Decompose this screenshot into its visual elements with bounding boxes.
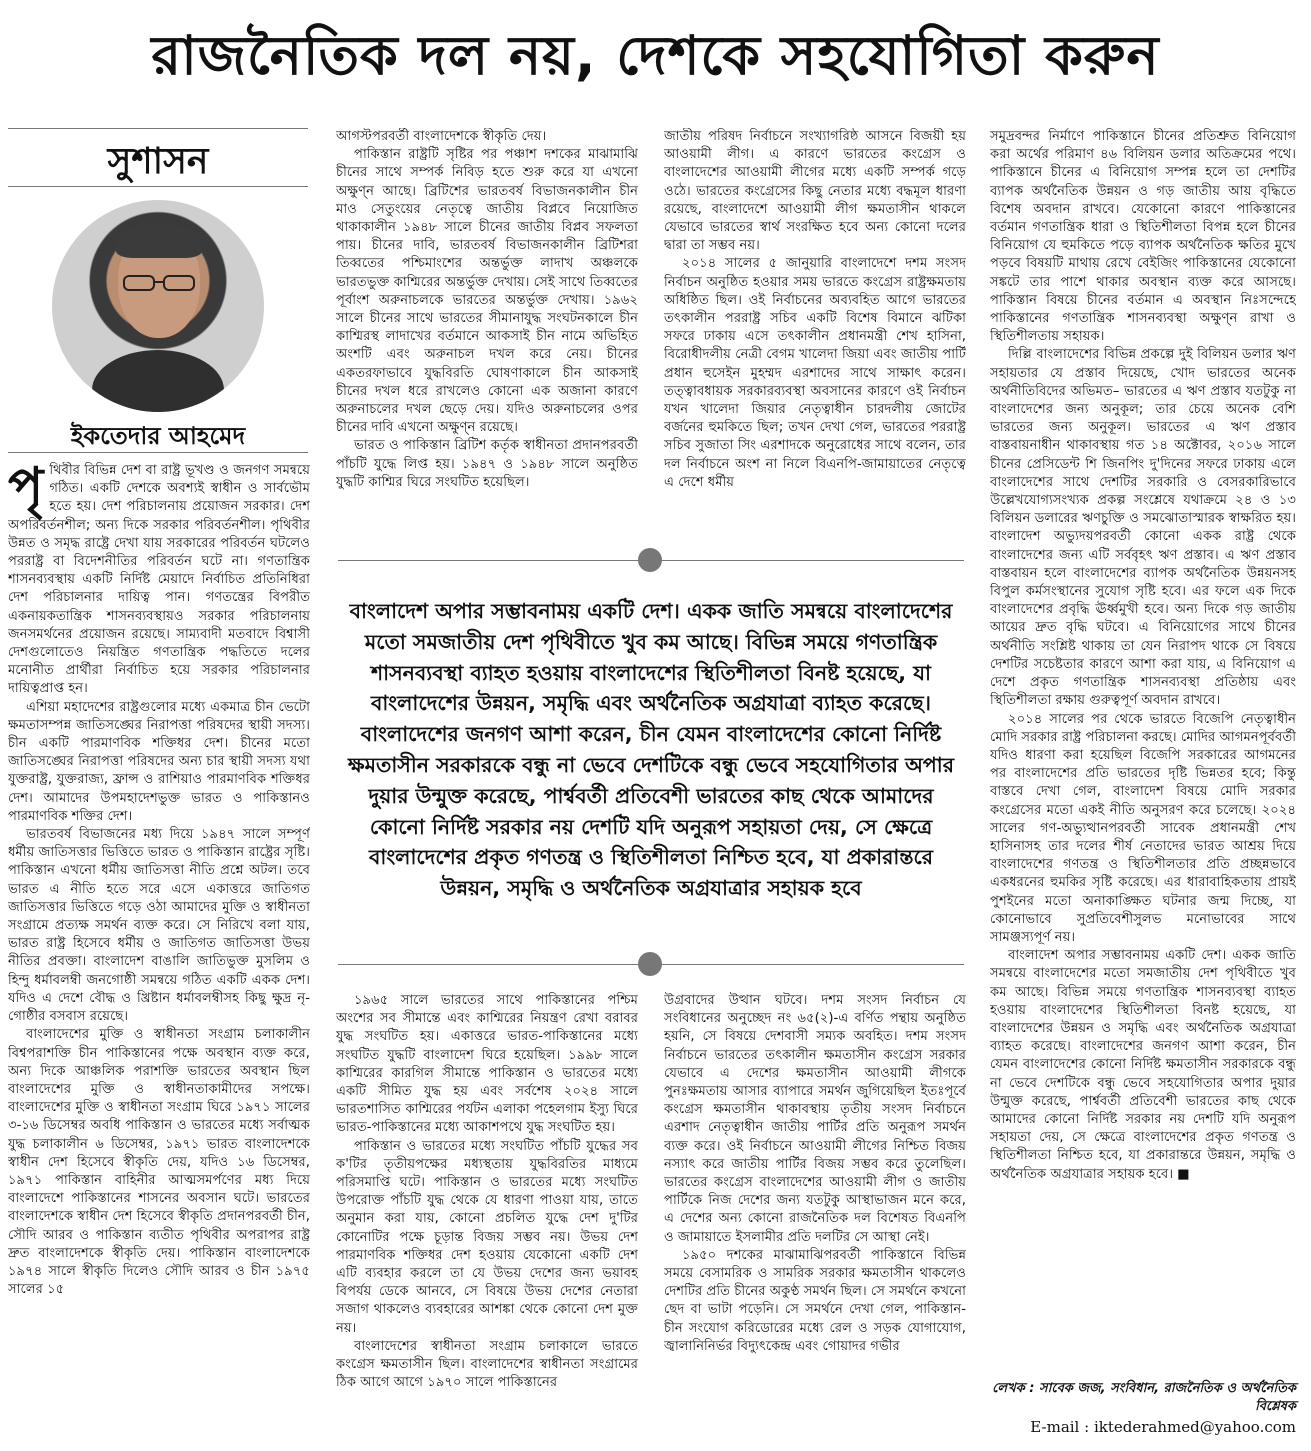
column-3-top	[664, 128, 966, 532]
col2-top-paragraph-2: পাকিস্তান রাষ্ট্রটি সৃষ্টির পর পঞ্চাশ দশকের মাঝামাঝি চীনের সাথে সম্পর্ক নিবিড় হতে শুরু করে যা এখনো অক্ষুণ্ন আছে। ব্রিটিশের ভারতবর্ষ বিভাজনকালীন চীন মাও সেতুংয়ের নেতৃত্বে জাতীয় বিপ্লবে নিয়োজিত থাকাকালীন ১৯৪৮ সালে চীনের জাতীয় বিপ্লব সফলতা পায়। চীনের দাবি, ভারতবর্ষ বিভাজনকালীন ব্রিটিশরা তিব্বতের পশ্চিমাংশের অন্তর্ভুক্ত লাদাখ অঞ্চলকে ভারতভুক্ত কাশ্মিরের অন্তর্ভুক্ত দেখায়। সেই সাথে তিব্বতের পূর্বাংশ অরুনাচলকে ভারতের অন্তর্ভুক্ত দেখায়। ১৯৬২ সালে চীনের সাথে ভারতের সীমানাযুদ্ধ সংঘটনকালে চীন কাশ্মিরস্থ লাদাখের বর্তমানে আকসাই চীন নামে অভিহিত অংশটি এবং অরুনাচল দখল করে নেয়। চীনের একতরফাভাবে যুদ্ধবিরতি ঘোষণাকালে চীন আকসাই চীনের দখল ধরে রাখলেও কোনো এক অজানা কারণে অরুনাচলের দখল ছেড়ে দেয়। যদিও অরুনাচলের ওপর চীনের দাবি এখনো অক্ষুণ্ন রয়েছে।	[336, 147, 638, 436]
column-3-bottom	[664, 992, 966, 1444]
col2-bottom-paragraph-3: বাংলাদেশের স্বাধীনতা সংগ্রাম চলাকালে ভারতে কংগ্রেস ক্ষমতাসীন ছিল। বাংলাদেশের স্বাধীনতা সংগ্রামের ঠিক আগে আগে ১৯৭০ সালে পাকিস্তানের	[336, 1338, 638, 1391]
pullquote-dot-top	[638, 548, 662, 572]
col1-paragraph-1: পৃথিবীর বিভিন্ন দেশ বা রাষ্ট্র ভূখণ্ড ও জনগণ সমন্বয়ে গঠিত। একটি দেশকে অবশ্যই স্বাধীন ও সার্বভৌম হতে হয়। দেশ পরিচালনায় প্রয়োজন সরকার। দেশ অপরিবর্তনশীল; অন্য দিকে সরকার পরিবর্তনশীল। পৃথিবীর উন্নত ও সমৃদ্ধ রাষ্ট্রে দেখা যায় সরকারের পরিবর্তন ঘটলেও পররাষ্ট্র বা বিদেশনীতির পরিবর্তন ঘটে না। গণতান্ত্রিক শাসনব্যবস্থায় একটি নির্দিষ্ট মেয়াদে নির্বাচিত প্রতিনিধিরা দেশ পরিচালনার দায়িত্ব পান। গণতন্ত্রের বিপরীত একনায়কতান্ত্রিক শাসনব্যবস্থায়ও সরকার পরিচালনায় জনসমর্থনের প্রয়োজন রয়েছে। সাম্যবাদী মতবাদে বিশ্বাসী দেশগুলোতেও নিয়ন্ত্রিত গণতান্ত্রিক পদ্ধতিতে দলের মনোনীত প্রার্থীরা নির্বাচিত হয়ে সরকার পরিচালনার দায়িত্বপ্রাপ্ত হন।	[8, 462, 310, 697]
pullquote-dot-bottom	[638, 952, 662, 976]
col4-paragraph-4: বাংলাদেশ অপার সম্ভাবনাময় একটি দেশ। একক জাতি সমন্বয়ে বাংলাদেশের মতো সমজাতীয় দেশ পৃথিবীতে খুব কম আছে। বিভিন্ন সময়ে গণতান্ত্রিক শাসনব্যবস্থা ব্যাহত হওয়ায় বাংলাদেশের স্থিতিশীলতা বিনষ্ট হয়েছে, যা বাংলাদেশের উন্নয়ন ও সমৃদ্ধি এবং অর্থনৈতিক অগ্রযাত্রা ব্যাহত করেছে। বাংলাদেশের জনগণ আশা করেন, চীন যেমন বাংলাদেশের কোনো নির্দিষ্ট ক্ষমতাসীন সরকারকে বন্ধু না ভেবে দেশটিকে বন্ধু ভেবে সহযোগিতার অপার দুয়ার উন্মুক্ত করেছে, পার্শ্ববর্তী প্রতিবেশী ভারতের কাছ থেকে আমাদের কোনো নির্দিষ্ট সরকার নয় দেশটি যদি অনুরূপ সহায়তা দেয়, সে ক্ষেত্রে বাংলাদেশের প্রকৃত গণতন্ত্র ও স্থিতিশীলতা নিশ্চিত হবে, যা প্রকারান্তরে উন্নয়ন, সমৃদ্ধি ও অর্থনৈতিক অগ্রযাত্রার সহায়ক হবে। ■	[990, 948, 1296, 1182]
author-rule	[8, 452, 308, 453]
col1-paragraph-2: এশিয়া মহাদেশের রাষ্ট্রগুলোর মধ্যে একমাত্র চীন ভেটো ক্ষমতাসম্পন্ন জাতিসঙ্ঘের নিরাপত্তা পরিষদের স্থায়ী সদস্য। চীন একটি পারমাণবিক শক্তিধর দেশ। চীনের মতো জাতিসঙ্ঘের নিরাপত্তা পরিষদের অন্য চার স্থায়ী সদস্য যথা যুক্তরাষ্ট্র, যুক্তরাজ্য, ফ্রান্স ও রাশিয়াও পারমাণবিক শক্তিধর দেশ। আমাদের উপমহাদেশভুক্ত ভারত ও পাকিস্তানও পারমাণবিক শক্তির দেশ।	[8, 699, 310, 824]
col2-bottom-paragraph-2: পাকিস্তান ও ভারতের মধ্যে সংঘটিত পাঁচটি যুদ্ধের সব ক'টির তৃতীয়পক্ষের মধ্যস্থতায় যুদ্ধবিরতির মাধ্যমে পরিসমাপ্তি ঘটে। পাকিস্তান ও ভারতের মধ্যে সংঘটিত উপরোক্ত পাঁচটি যুদ্ধ থেকে যে ধারণা পাওয়া যায়, তাতে অনুমান করা যায়, কোনো প্রচলিত যুদ্ধে দেশ দু'টির কোনোটির পক্ষে চূড়ান্ত বিজয় সম্ভব নয়। উভয় দেশ পারমাণবিক শক্তিধর দেশ হওয়ায় যেকোনো একটি দেশ এটি ব্যবহার করলে তা যে উভয় দেশের জন্য ভয়াবহ বিপর্যয় ডেকে আনবে, সে বিষয়ে উভয় দেশের নেতারা সজাগ থাকলেও ব্যবহারের আশঙ্কা থেকে কোনো দেশ মুক্ত নয়।	[336, 1138, 638, 1336]
author-name: ইকতেদার আহমেদ	[70, 422, 246, 450]
column-4	[990, 128, 1296, 1378]
col3-bottom-paragraph-1: উগ্রবাদের উত্থান ঘটবে। দশম সংসদ নির্বাচন যে সংবিধানের অনুচ্ছেদ নং ৬৫(২)-এ বর্ণিত পন্থায় অনুষ্ঠিত হয়নি, সে বিষয়ে দেশবাসী সম্যক অবহিত। দশম সংসদ নির্বাচনে ভারতের তৎকালীন ক্ষমতাসীন কংগ্রেস সরকার যেভাবে এ দেশের ক্ষমতাসীন আওয়ামী লীগকে পুনঃক্ষমতায় আসার ব্যাপারে সমর্থন জুগিয়েছিল ইতঃপূর্বে কংগ্রেস ক্ষমতাসীন থাকাবস্থায় তৃতীয় সংসদ নির্বাচনে এরশাদ নেতৃত্বাধীন জাতীয় পার্টির প্রতি অনুরূপ সমর্থন ব্যক্ত করে। ওই নির্বাচনে আওয়ামী লীগের নিশ্চিত বিজয় নস্যাৎ করে জাতীয় পার্টির বিজয় সম্ভব করে তুলেছিল। ভারতের কংগ্রেস বাংলাদেশের আওয়ামী লীগ ও জাতীয় পার্টিকে নিজ দেশের জন্য যতটুকু আস্থাভাজন মনে করে, এ দেশের অন্য কোনো রাজনৈতিক দল বিশেষত বিএনপি ও জামায়াতে ইসলামীর প্রতি দলটির সে আস্থা নেই।	[664, 993, 966, 1245]
column-1	[8, 462, 310, 1444]
pullquote: বাংলাদেশ অপার সম্ভাবনাময় একটি দেশ। একক জাতি সমন্বয়ে বাংলাদেশের মতো সমজাতীয় দেশ পৃথিবীতে খুব কম আছে। বিভিন্ন সময়ে গণতান্ত্রিক শাসনব্যবস্থা ব্যাহত হওয়ায় বাংলাদেশের স্থিতিশীলতা বিনষ্ট হয়েছে, যা বাংলাদেশের উন্নয়ন, সমৃদ্ধি এবং অর্থনৈতিক অগ্রযাত্রা ব্যাহত করেছে। বাংলাদেশের জনগণ আশা করেন, চীন যেমন বাংলাদেশের কোনো নির্দিষ্ট ক্ষমতাসীন সরকারকে বন্ধু না ভেবে দেশটিকে বন্ধু ভেবে সহযোগিতার অপার দুয়ার উন্মুক্ত করেছে, পার্শ্ববর্তী প্রতিবেশী ভারতের কাছ থেকে আমাদের কোনো নির্দিষ্ট সরকার নয় দেশটি যদি অনুরূপ সহায়তা দেয়, সে ক্ষেত্রে বাংলাদেশের প্রকৃত গণতন্ত্র ও স্থিতিশীলতা নিশ্চিত হবে, যা প্রকারান্তরে উন্নয়ন, সমৃদ্ধি ও অর্থনৈতিক অগ্রযাত্রার সহায়ক হবে	[347, 599, 955, 901]
section-rule-top	[8, 128, 308, 129]
col4-paragraph-1: সমুদ্রবন্দর নির্মাণে পাকিস্তানে চীনের প্রতিশ্রুত বিনিয়োগ করা অর্থের পরিমাণ ৪৬ বিলিয়ন ডলার অতিক্রমের পথে। পাকিস্তানে চীনের এ বিনিয়োগ সম্পন্ন হলে তা দেশটির ব্যাপক অর্থনৈতিক উন্নয়ন ও গড় জাতীয় আয় বৃদ্ধিতে বিশেষ অবদান রাখবে। যেকোনো কারণে পাকিস্তানের বর্তমান গণতান্ত্রিক ধারা ও স্থিতিশীলতা বিপন্ন হলে চীনের বিনিয়োগ যে হুমকিতে পড়ে ব্যাপক অর্থনৈতিক ক্ষতির মুখে পড়বে বিষয়টি মাথায় রেখে বেইজিং পাকিস্তানের যেকোনো সঙ্কটে তার পাশে থাকার অবস্থান ব্যক্ত করে আসছে। পাকিস্তান বিষয়ে চীনের বর্তমান এ অবস্থান নিঃসন্দেহে পাকিস্তানের গণতান্ত্রিক শাসনব্যবস্থা অক্ষুণ্ন রাখা ও স্থিতিশীলতায় সহায়ক।	[990, 129, 1296, 345]
column-2-top	[336, 128, 638, 532]
author-byline: লেখক : সাবেক জজ, সংবিধান, রাজনৈতিক ও অর্থনৈতিক বিশ্লেষক	[992, 1381, 1296, 1414]
col3-top-paragraph-2: ২০১৪ সালের ৫ জানুয়ারি বাংলাদেশে দশম সংসদ নির্বাচন অনুষ্ঠিত হওয়ার সময় ভারতে কংগ্রেস রাষ্ট্রক্ষমতায় অধিষ্ঠিত ছিল। ওই নির্বাচনের অব্যবহিত আগে ভারতের তৎকালীন পররাষ্ট্র সচিব একটি বিশেষ বিমানে ঝটিকা সফরে ঢাকায় এসে তৎকালীন প্রধানমন্ত্রী শেখ হাসিনা, বিরোধীদলীয় নেত্রী বেগম খালেদা জিয়া এবং জাতীয় পার্টি প্রধান হুসেইন মুহম্মদ এরশাদের সাথে সাক্ষাৎ করেন। তত্ত্বাবধায়ক সরকারব্যবস্থা অবসানের কারণে ওই নির্বাচন যখন খালেদা জিয়ার নেতৃত্বাধীন চারদলীয় জোটের বর্জনের হুমকিতে ছিল; তখন দেখা গেল, ভারতের পররাষ্ট্র সচিব সুজাতা সিং এরশাদকে অনুরোধের সাথে বলেন, তার দল নির্বাচনে অংশ না নিলে বিএনপি-জামায়াতের নেতৃত্বে এ দেশে ধর্মীয়	[664, 256, 966, 490]
col2-top-paragraph-3: ভারত ও পাকিস্তান ব্রিটিশ কর্তৃক স্বাধীনতা প্রদানপরবর্তী পাঁচটি যুদ্ধে লিপ্ত হয়। ১৯৪৭ ও ১৯৪৮ সালে অনুষ্ঠিত যুদ্ধটি কাশ্মির ঘিরে সংঘটিত হয়েছিল।	[336, 438, 638, 490]
dropcap: পৃ	[8, 462, 44, 517]
col3-top-paragraph-1: জাতীয় পরিষদ নির্বাচনে সংখ্যাগরিষ্ঠ আসনে বিজয়ী হয় আওয়ামী লীগ। এ কারণে ভারতের কংগ্রেস ও বাংলাদেশের আওয়ামী লীগের মধ্যে একটি সম্পর্ক গড়ে ওঠে। ভারতের কংগ্রেসের কিছু নেতার মধ্যে বদ্ধমূল ধারণা রয়েছে, বাংলাদেশে আওয়ামী লীগ ক্ষমতাসীন থাকলে যেভাবে ভারতের স্বার্থ সংরক্ষিত হবে অন্য কোনো দলের দ্বারা তা সম্ভব নয়।	[664, 129, 966, 254]
author-email[interactable]: E-mail : iktederahmed@yahoo.com	[1030, 1418, 1296, 1436]
col3-bottom-paragraph-2: ১৯৫০ দশকের মাঝামাঝিপরবর্তী পাকিস্তানে বিভিন্ন সময়ে বেসামরিক ও সামরিক সরকার ক্ষমতাসীন থাকলেও দেশটির প্রতি চীনের অকুণ্ঠ সমর্থন ছিল। সে সমর্থনে কখনো ছেদ বা ভাটা পড়েনি। সে সমর্থনে দেখা গেল, পাকিস্তান-চীন সংযোগ করিডোরের মধ্যে রেল ও সড়ক যোগাযোগ, জ্বালানিনির্ভর বিদ্যুৎকেন্দ্র এবং গোয়াদর গভীর	[664, 1247, 966, 1354]
headline: রাজনৈতিক দল নয়, দেশকে সহযোগিতা করুন	[151, 24, 1160, 87]
section-rule-bottom	[8, 186, 308, 187]
col1-paragraph-3: ভারতবর্ষ বিভাজনের মধ্য দিয়ে ১৯৪৭ সালে সম্পূর্ণ ধর্মীয় জাতিসত্তার ভিত্তিতে ভারত ও পাকিস্তান রাষ্ট্রের সৃষ্টি। পাকিস্তান এখনো ধর্মীয় জাতিসত্তা নীতি প্রশ্নে অটল। তবে ভারত এ নীতি হতে সরে এসে একাত্তরে জাতিগত জাতিসত্তার ভিত্তিতে গড়ে ওঠা আমাদের মুক্তি ও স্বাধীনতা সংগ্রামে প্রত্যক্ষ সমর্থন ব্যক্ত করে। সে নিরিখে বলা যায়, ভারত রাষ্ট্র হিসেবে ধর্মীয় ও জাতিগত জাতিসত্তা উভয় নীতির প্রবক্তা। বাংলাদেশ বাঙালি জাতিভুক্ত মুসলিম ও হিন্দু ধর্মাবলম্বী জনগোষ্ঠী সমন্বয়ে গঠিত একটি একক দেশ। যদিও এ দেশে বৌদ্ধ ও খ্রিষ্টান ধর্মাবলম্বীসহ কিছু ক্ষুদ্র নৃ-গোষ্ঠীর বসবাস রয়েছে।	[8, 827, 310, 1025]
col1-paragraph-4: বাংলাদেশের মুক্তি ও স্বাধীনতা সংগ্রাম চলাকালীন বিশ্বপরাশক্তি চীন পাকিস্তানের পক্ষে অবস্থান ব্যক্ত করে, অন্য দিকে আঞ্চলিক পরাশক্তি ভারতের অবস্থান ছিল বাংলাদেশের মুক্তি ও স্বাধীনতাকামীদের সপক্ষে। বাংলাদেশের মুক্তি ও স্বাধীনতা সংগ্রাম ঘিরে ১৯৭১ সালের ৩-১৬ ডিসেম্বর অবধি পাকিস্তান ও ভারতের মধ্যে সর্বাত্মক যুদ্ধ চলাকালীন ৬ ডিসেম্বর, ১৯৭১ ভারত বাংলাদেশকে স্বাধীন দেশ হিসেবে স্বীকৃতি দেয়, যদিও ১৬ ডিসেম্বর, ১৯৭১ পাকিস্তান বাহিনীর আত্মসমর্পণের মধ্য দিয়ে বাংলাদেশে পাকিস্তানের শাসনের অবসান ঘটে। ভারতের বাংলাদেশকে স্বাধীন দেশ হিসেবে স্বীকৃতি প্রদানপরবর্তী চীন, সৌদি আরব ও পাকিস্তান ব্যতীত পৃথিবীর অপরাপর রাষ্ট্র দ্রুত বাংলাদেশকে স্বীকৃতি দেয়। পাকিস্তান বাংলাদেশকে ১৯৭৪ সালে স্বীকৃতি দিলেও সৌদি আরব ও চীন ১৯৭৫ সালের ১৫	[8, 1027, 310, 1298]
col4-paragraph-2: দিল্লি বাংলাদেশের বিভিন্ন প্রকল্পে দুই বিলিয়ন ডলার ঋণ সহায়তার যে প্রস্তাব দিয়েছে, খোদ ভারতের অনেক অর্থনীতিবিদের অভিমত– ভারতের এ ঋণ প্রস্তাব যতটুকু না বাংলাদেশের জন্য অনুকূল; তার চেয়ে অনেক বেশি ভারতের জন্য অনুকূল। ভারতের এ ঋণ প্রস্তাব বাস্তবায়নাধীন থাকাবস্থায় গত ১৪ অক্টোবর, ২০১৬ সালে চীনের প্রেসিডেন্ট শি জিনপিং দু'দিনের সফরে ঢাকায় এলে বাংলাদেশের সাথে দেশটির সরকারি ও বেসরকারিভাবে উল্লেখযোগ্যসংখ্যক প্রকল্প সংশ্লেষে যথাক্রমে ২৪ ও ১৩ বিলিয়ন ডলারের ঋণচুক্তি ও সমঝোতাস্মারক স্বাক্ষরিত হয়। বাংলাদেশ অভ্যুদয়পরবর্তী কোনো একক রাষ্ট্র থেকে বাংলাদেশের জন্য এটি সর্ববৃহৎ ঋণ প্রস্তাব। এ ঋণ প্রস্তাব বাস্তবায়ন হলে বাংলাদেশের ব্যাপক অর্থনৈতিক উন্নয়নসহ বিপুল কর্মসংস্থানের সুযোগ সৃষ্টি হবে। এর ফলে এক দিকে বাংলাদেশের প্রবৃদ্ধি ঊর্ধ্বমুখী হবে। অন্য দিকে গড় জাতীয় আয়ের দ্রুত বৃদ্ধি ঘটবে। এ বিনিয়োগের সাথে চীনের অর্থনীতি সংশ্লিষ্ট থাকায় তা যেন নিরাপদ থাকে সে বিষয়ে দেশটির সচেষ্টতার কারণে আশা করা যায়, এ বিনিয়োগ এ দেশে প্রকৃত গণতান্ত্রিক শাসনব্যবস্থা প্রতিষ্ঠায় এবং স্থিতিশীলতা রক্ষায় গুরুত্বপূর্ণ অবদান রাখবে।	[990, 347, 1296, 709]
col2-top-paragraph-1: আগস্টপরবর্তী বাংলাদেশকে স্বীকৃতি দেয়।	[336, 129, 547, 144]
column-2-bottom	[336, 992, 638, 1444]
section-label: সুশাসন	[107, 141, 209, 182]
col4-paragraph-3: ২০১৪ সালের পর থেকে ভারতে বিজেপি নেতৃত্বাধীন মোদি সরকার রাষ্ট্র পরিচালনা করছে। মোদির আগমনপূর্ববর্তী যদিও ধারণা করা হয়েছিল বিজেপি সরকারের আগমনের পর বাংলাদেশের প্রতি ভারতের দৃষ্টি ভিন্নতর হবে; কিন্তু বাস্তবে দেখা গেল, বাংলাদেশ বিষয়ে মোদি সরকার কংগ্রেসের মতো একই নীতি অনুসরণ করে চলেছে। ২০২৪ সালের গণ-অভ্যুত্থানপরবর্তী সাবেক প্রধানমন্ত্রী শেখ হাসিনাসহ তার দলের শীর্ষ নেতাদের ভারত আশ্রয় দিয়ে বাংলাদেশের গণতন্ত্র ও স্থিতিশীলতার প্রতি প্রচ্ছন্নভাবে একধরনের হুমকির সৃষ্টি করেছে। এর ধারাবাহিকতায় প্রায়ই পুশইনের মতো অনাকাঙ্ক্ষিত ঘটনার জন্ম দিচ্ছে, যা কোনোভাবে সুপ্রতিবেশীসুলভ মনোভাবের সাথে সামঞ্জস্যপূর্ণ নয়।	[990, 711, 1296, 945]
col2-bottom-paragraph-1: ১৯৬৫ সালে ভারতের সাথে পাকিস্তানের পশ্চিম অংশের সব সীমান্তে এবং কাশ্মিরের নিয়ন্ত্রণ রেখা বরাবর যুদ্ধ সংঘটিত হয়। একাত্তরে ভারত-পাকিস্তানের মধ্যে সংঘটিত যুদ্ধটি বাংলাদেশ ঘিরে হয়েছিল। ১৯৯৮ সালে কাশ্মিরের কারগিল সীমান্তে পাকিস্তান ও ভারতের মধ্যে একটি সীমিত যুদ্ধ হয় এবং সর্বশেষ ২০২৪ সালে ভারতশাসিত কাশ্মিরের পর্যটন এলাকা পহেলগাম ইস্যু ঘিরে ভারত-পাকিস্তানের মধ্যে আকাশপথে যুদ্ধ সংঘটিত হয়।	[336, 993, 638, 1136]
author-photo	[52, 200, 264, 412]
